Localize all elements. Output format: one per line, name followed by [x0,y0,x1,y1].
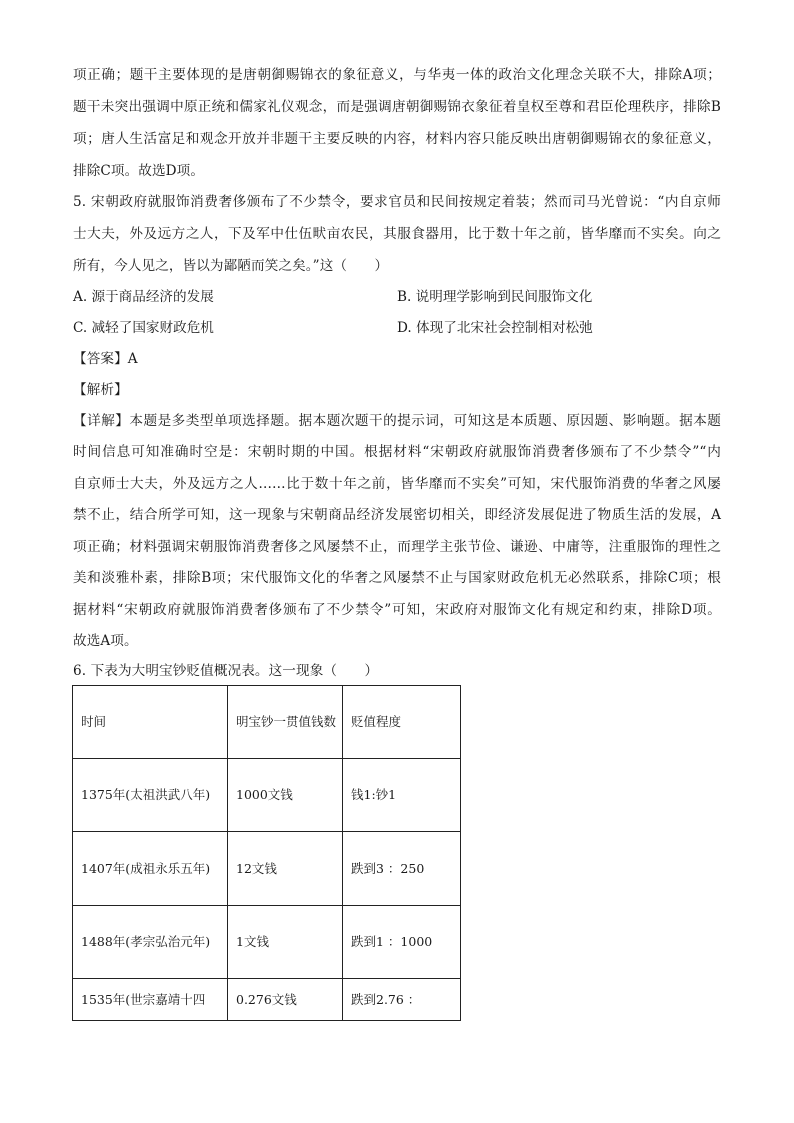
table-cell: 1535年(世宗嘉靖十四 [73,979,228,1021]
detail-line: 故选A项。 [73,633,138,649]
text-line: 题干未突出强调中原正统和儒家礼仪观念，而是强调唐朝御赐锦衣象征着皇权至尊和君臣伦理秩序，排除B [73,99,721,115]
table-row [73,759,461,832]
analysis-label: 【解析】 [73,382,128,398]
option-b: B. 说明理学影响到民间服饰文化 [397,289,593,305]
question-5-line: 5. 宋朝政府就服饰消费奢侈颁布了不少禁令，要求官员和民间按规定着装；然而司马光曾说：“内自京师 [73,194,721,210]
answer-label: 【答案】A [73,351,138,367]
option-c: C. 减轻了国家财政危机 [73,320,214,336]
detail-line: 据材料“宋朝政府就服饰消费奢侈颁布了不少禁令”可知，宋政府对服饰文化有规定和约束，排除D项。 [73,602,721,618]
table-cell: 1000文钱 [228,759,343,832]
table-header-cell: 明宝钞一贯值钱数 [228,686,343,759]
table-row [73,906,461,979]
table-cell: 1488年(孝宗弘治元年) [73,906,228,979]
question-6-line: 6. 下表为大明宝钞贬值概况表。这一现象（ ） [73,663,379,679]
table-cell: 1375年(太祖洪武八年) [73,759,228,832]
table-cell: 1文钱 [228,906,343,979]
text-line: 排除C项。故选D项。 [73,163,205,179]
question-5-line: 所有，今人见之，皆以为鄙陋而笑之矣。”这（ ） [73,258,389,274]
table-row [73,979,461,1021]
table-header-row [73,686,461,759]
table-header-cell: 贬值程度 [343,686,461,759]
table-cell: 1407年(成祖永乐五年) [73,832,228,906]
question-5-line: 士大夫，外及远方之人，下及军中仕伍畎亩农民，其服食器用，比于数十年之前，皆华靡而不实矣。向之 [73,226,721,242]
table-cell: 跌到2.76 ： [343,979,461,1021]
table-cell: 跌到1 ：1000 [343,906,461,979]
text-line: 项正确；题干主要体现的是唐朝御赐锦衣的象征意义，与华夷一体的政治文化理念关联不大，排除A项； [73,67,721,83]
table-cell: 12文钱 [228,832,343,906]
detail-line: 美和淡雅朴素，排除B项；宋代服饰文化的华奢之风屡禁不止与国家财政危机无必然联系，排除C项；根 [73,570,721,586]
option-d: D. 体现了北宋社会控制相对松弛 [397,320,593,336]
table-cell: 钱1:钞1 [343,759,461,832]
table-cell: 0.276文钱 [228,979,343,1021]
table-header-cell: 时间 [73,686,228,759]
table-row [73,832,461,906]
detail-line: 自京师士大夫，外及远方之人……比于数十年之前，皆华靡而不实矣”可知，宋代服饰消费的华奢之风屡 [73,476,721,492]
detail-line: 时间信息可知准确时空是：宋朝时期的中国。根据材料“宋朝政府就服饰消费奢侈颁布了不少禁令”“内 [73,444,721,460]
detail-line: 项正确；材料强调宋朝服饰消费奢侈之风屡禁不止，而理学主张节俭、谦逊、中庸等，注重服饰的理性之 [73,539,721,555]
option-a: A. 源于商品经济的发展 [73,289,214,305]
table-cell: 跌到3 ：250 [343,832,461,906]
text-line: 项；唐人生活富足和观念开放并非题干主要反映的内容，材料内容只能反映出唐朝御赐锦衣的象征意义， [73,131,721,147]
baochao-depreciation-table [72,685,461,1021]
detail-line: 禁不止，结合所学可知，这一现象与宋朝商品经济发展密切相关，即经济发展促进了物质生活的发展，A [73,507,721,523]
detail-line: 【详解】本题是多类型单项选择题。据本题次题干的提示词，可知这是本质题、原因题、影响题。据本题 [73,413,721,429]
